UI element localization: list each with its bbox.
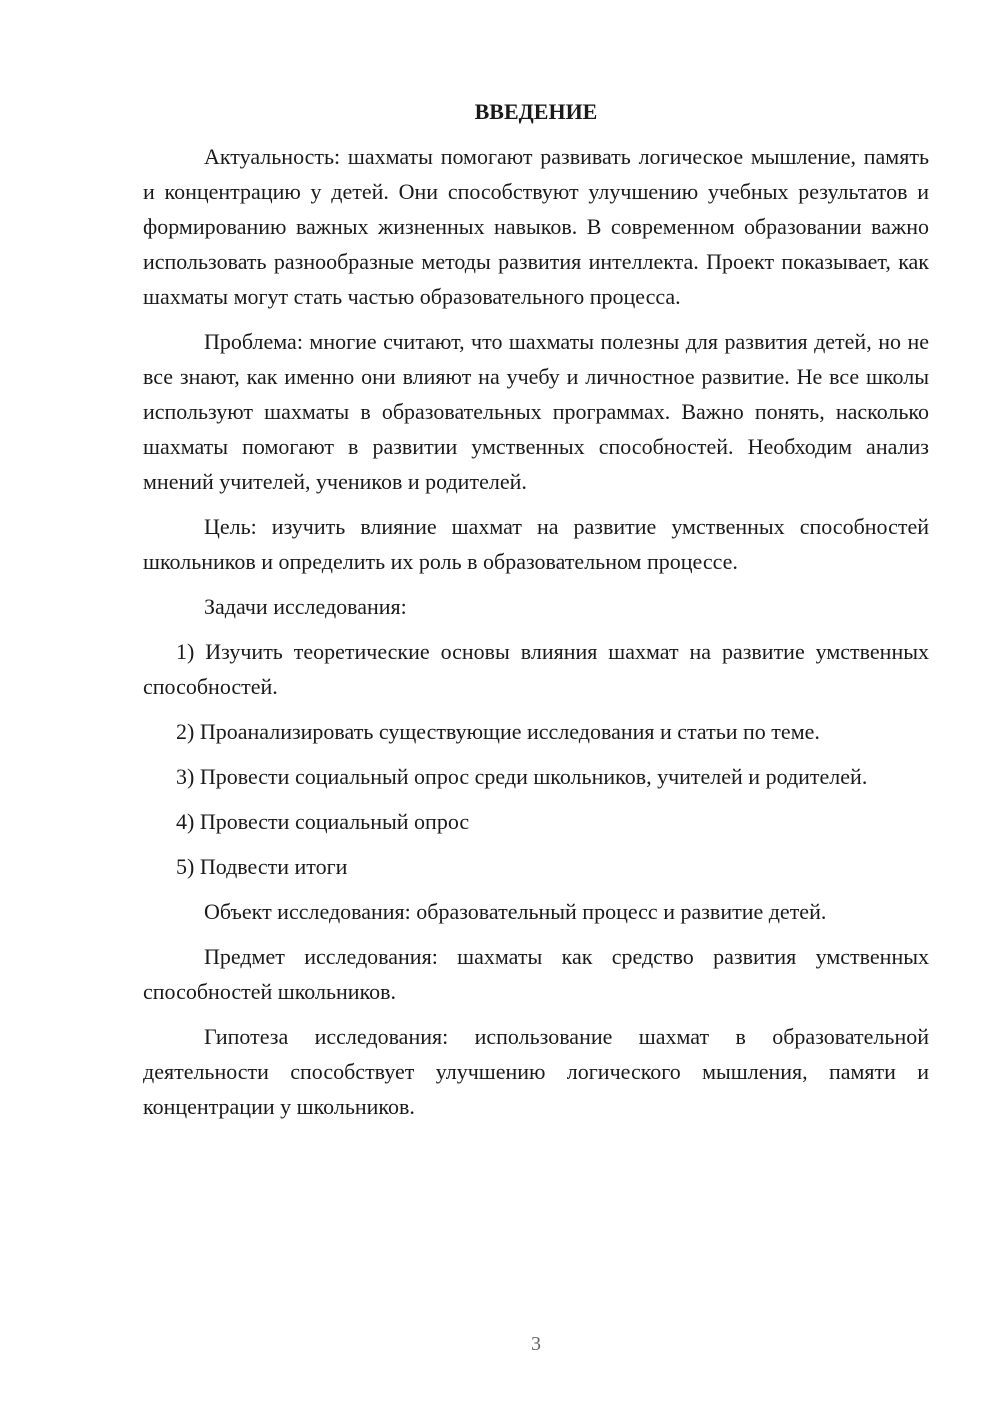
task-item-4: 4) Провести социальный опрос	[176, 809, 470, 834]
subject-paragraph: Предмет исследования: шахматы как средство развития умственных способностей школьников.	[143, 944, 929, 1004]
relevance-paragraph: Актуальность: шахматы помогают развивать логическое мышление, память и концентрацию у детей. Они способствуют улучшению учебных результатов и формированию важных жизненных навыков. В современном образовании важно использовать разнообразные методы развития интеллекта. Проект показывает, как шахматы могут стать частью образовательного процесса.	[143, 144, 929, 309]
task-item-5: 5) Подвести итоги	[176, 854, 348, 879]
hypothesis-paragraph: Гипотеза исследования: использование шахмат в образовательной деятельности способствует улучшению логического мышления, памяти и концентрации у школьников.	[143, 1024, 929, 1119]
tasks-heading: Задачи исследования:	[204, 594, 407, 619]
goal-paragraph: Цель: изучить влияние шахмат на развитие умственных способностей школьников и определить их роль в образовательном процессе.	[143, 514, 929, 574]
page-content	[143, 94, 929, 1124]
task-item-3: 3) Провести социальный опрос среди школьников, учителей и родителей.	[176, 764, 868, 789]
problem-paragraph: Проблема: многие считают, что шахматы полезны для развития детей, но не все знают, как именно они влияют на учебу и личностное развитие. Не все школы используют шахматы в образовательных программах. Важно понять, насколько шахматы помогают в развитии умственных способностей. Необходим анализ мнений учителей, учеников и родителей.	[143, 329, 929, 494]
task-item-1: 1) Изучить теоретические основы влияния шахмат на развитие умственных способностей.	[143, 639, 929, 699]
task-item-2: 2) Проанализировать существующие исследования и статьи по теме.	[176, 719, 820, 744]
object-paragraph: Объект исследования: образовательный процесс и развитие детей.	[204, 899, 827, 924]
page-number: 3	[531, 1333, 541, 1355]
section-heading: ВВЕДЕНИЕ	[474, 99, 598, 124]
